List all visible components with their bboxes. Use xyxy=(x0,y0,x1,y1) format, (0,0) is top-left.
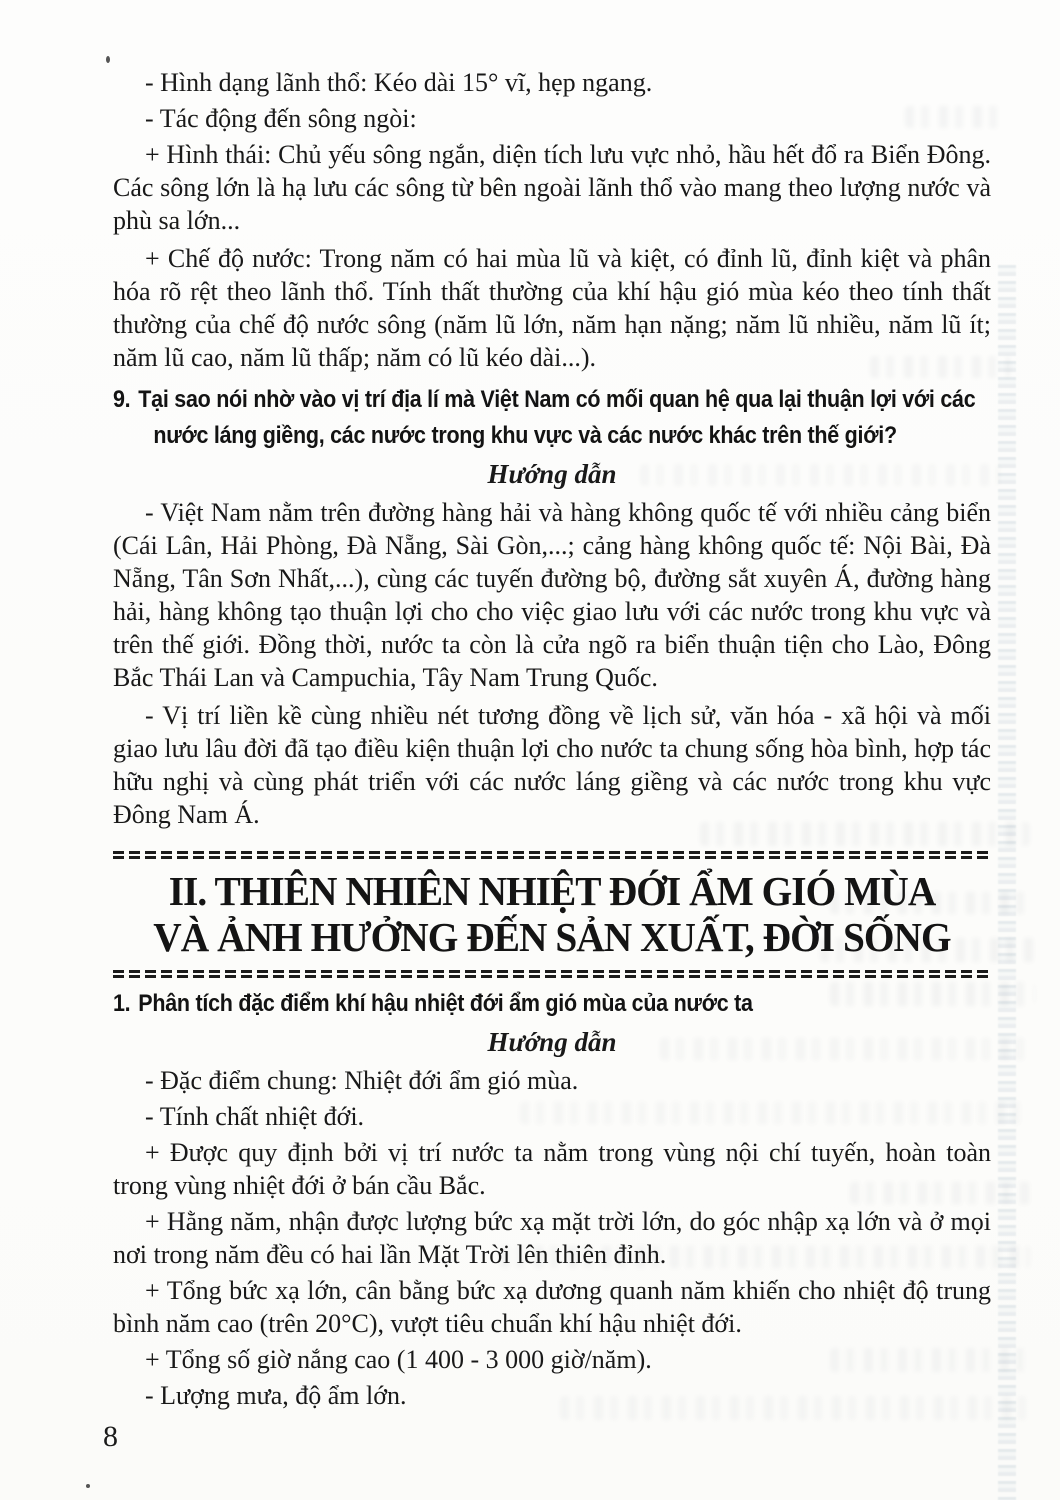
answer1-item-temperature: + Tổng bức xạ lớn, cân bằng bức xạ dương quanh năm khiến cho nhiệt độ trung bình năm cao (trên 20°C), vượt tiêu chuẩn khí hậu nhiệt đới. xyxy=(113,1276,991,1338)
question-1-number: 1. xyxy=(113,990,131,1017)
paragraph-river-morphology: + Hình thái: Chủ yếu sông ngắn, diện tích lưu vực nhỏ, hầu hết đổ ra Biển Đông. Các sông lớn là hạ lưu các sông từ bên ngoài lãnh thổ vào mang theo lượng nước và phù sa lớn... xyxy=(113,140,991,235)
paragraph-river-regime: + Chế độ nước: Trong năm có hai mùa lũ và kiệt, có đỉnh lũ, đỉnh kiệt và phân hóa rõ rệt theo lãnh thổ. Tính thất thường của khí hậu gió mùa kéo theo tính thất thường của chế độ nước sông (năm lũ lớn, năm hạn nặng; năm lũ nhiều, năm lũ ít; năm lũ cao, năm lũ thấp; năm có lũ kéo dài...). xyxy=(113,244,991,372)
paragraph-answer9-neighbors: - Vị trí liền kề cùng nhiều nét tương đồng về lịch sử, văn hóa - xã hội và mối giao lưu lâu đời đã tạo điều kiện thuận lợi cho nước ta chung sống hòa bình, hợp tác hữu nghị và cùng phát triển với các nước láng giềng và các nước trong khu vực Đông Nam Á. xyxy=(113,701,991,829)
answer1-item-general: - Đặc điểm chung: Nhiệt đới ẩm gió mùa. xyxy=(145,1066,579,1095)
double-dashed-rule-top xyxy=(113,851,991,859)
scan-speck xyxy=(86,1484,90,1488)
guide-heading-2: Hướng dẫn xyxy=(487,1027,617,1057)
bullet-line-territory-shape: - Hình dạng lãnh thổ: Kéo dài 15° vĩ, hẹp ngang. xyxy=(145,68,653,97)
guide-heading-1: Hướng dẫn xyxy=(487,459,617,489)
answer1-item-sun-hours: + Tổng số giờ nắng cao (1 400 - 3 000 giờ/năm). xyxy=(145,1345,652,1374)
question-9 xyxy=(113,382,1030,454)
answer1-item-tropical: - Tính chất nhiệt đới. xyxy=(145,1102,365,1131)
answer1-item-rainfall: - Lượng mưa, độ ẩm lớn. xyxy=(145,1381,407,1410)
answer1-item-latitude: + Được quy định bởi vị trí nước ta nằm trong vùng nội chí tuyến, hoàn toàn trong vùng nhiệt đới ở bán cầu Bắc. xyxy=(113,1138,991,1200)
scan-speck xyxy=(106,56,110,63)
page-number: 8 xyxy=(103,1420,118,1453)
section-2-heading xyxy=(113,851,991,978)
section-2-title-line-1: II. THIÊN NHIÊN NHIỆT ĐỚI ẨM GIÓ MÙA xyxy=(168,868,936,914)
section-2-title xyxy=(131,859,974,970)
paragraph-answer9-routes: - Việt Nam nằm trên đường hàng hải và hàng không quốc tế với nhiều cảng biển (Cái Lân, Hải Phòng, Đà Nẵng, Sài Gòn,...; cảng hàng không quốc tế: Nội Bài, Đà Nẵng, Tân Sơn Nhất,...), cùng các tuyến đường bộ, đường sắt xuyên Á, đường hàng hải, hàng không tạo thuận lợi cho cho việc giao lưu với các nước trong khu vực và trên thế giới. Đồng thời, nước ta còn là cửa ngõ ra biển thuận tiện cho Lào, Đông Bắc Thái Lan và Campuchia, Tây Nam Trung Quốc. xyxy=(113,498,991,692)
question-1-text: Phân tích đặc điểm khí hậu nhiệt đới ẩm gió mùa của nước ta xyxy=(138,990,753,1017)
question-9-text: Tại sao nói nhờ vào vị trí địa lí mà Việt Nam có mối quan hệ qua lại thuận lợi với các nước láng giềng, các nước trong khu vực và các nước khác trên thế giới? xyxy=(138,386,976,449)
question-9-number: 9. xyxy=(113,386,131,413)
bullet-line-river-impact: - Tác động đến sông ngòi: xyxy=(145,104,417,133)
double-dashed-rule-bottom xyxy=(113,970,991,978)
page-content xyxy=(113,66,991,1415)
question-1 xyxy=(113,986,1030,1022)
answer1-item-radiation: + Hằng năm, nhận được lượng bức xạ mặt trời lớn, do góc nhập xạ lớn và ở mọi nơi trong năm đều có hai lần Mặt Trời lên thiên đỉnh. xyxy=(113,1207,991,1269)
section-2-title-line-2: VÀ ẢNH HƯỞNG ĐẾN SẢN XUẤT, ĐỜI SỐNG xyxy=(153,914,951,960)
